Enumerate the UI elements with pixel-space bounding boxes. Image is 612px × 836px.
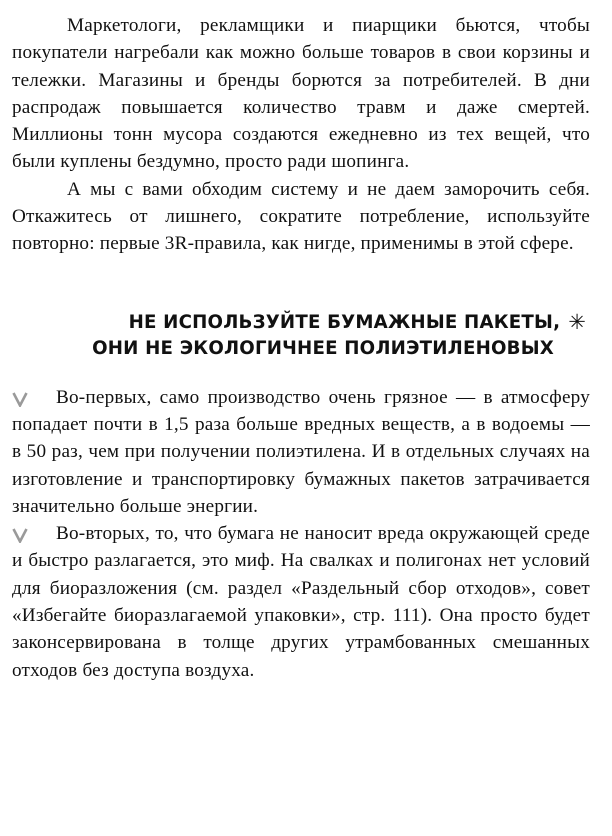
- body-paragraph: Маркетологи, рекламщики и пиарщики бьются, чтобы покупатели нагребали как можно больше товаров в свои корзины и тележки. Магазины и бренды борются за потребителей. В дни распродаж повышается количество травм и даже смертей. Миллионы тонн мусора создаются ежедневно из тех вещей, что были куплены бездумно, просто ради шопинга.: [12, 15, 590, 173]
- list-item: [12, 384, 590, 520]
- check-mark-icon: [12, 527, 28, 543]
- list-item-text: Во-вторых, то, что бумага не наносит вреда окружающей среде и быстро разлагается, это миф. На свалках и полигонах нет условий для биоразложения (см. раздел «Раздельный сбор отходов», совет «Избегайте биоразлагаемой упаковки», стр. 111). Она просто будет законсервирована в толще других утрамбованных смешанных отходов без доступа воздуха.: [12, 523, 590, 681]
- asterisk-icon: ✳: [568, 309, 586, 334]
- body-paragraph: А мы с вами обходим систему и не даем заморочить себя. Откажитесь от лишнего, сократите потребление, используйте повторно: первые 3R-правила, как нигде, применимы в этой сфере.: [12, 178, 590, 255]
- section-heading-line-2: ОНИ НЕ ЭКОЛОГИЧНЕЕ ПОЛИЭТИЛЕНОВЫХ: [92, 337, 554, 359]
- list-item: [12, 520, 590, 684]
- list-item-text: Во-первых, само производство очень грязное — в атмосферу попадает почти в 1,5 раза больше вредных веществ, а в водоемы — в 50 раз, чем при получении полиэтилена. И в отдельных случаях на изготовление и транспортировку бумажных пакетов затрачивается значительно больше энергии.: [12, 386, 590, 517]
- section-heading-line-1: НЕ ИСПОЛЬЗУЙТЕ БУМАЖНЫЕ ПАКЕТЫ,: [128, 311, 561, 333]
- section-heading: [12, 310, 590, 362]
- check-mark-icon: [12, 391, 28, 407]
